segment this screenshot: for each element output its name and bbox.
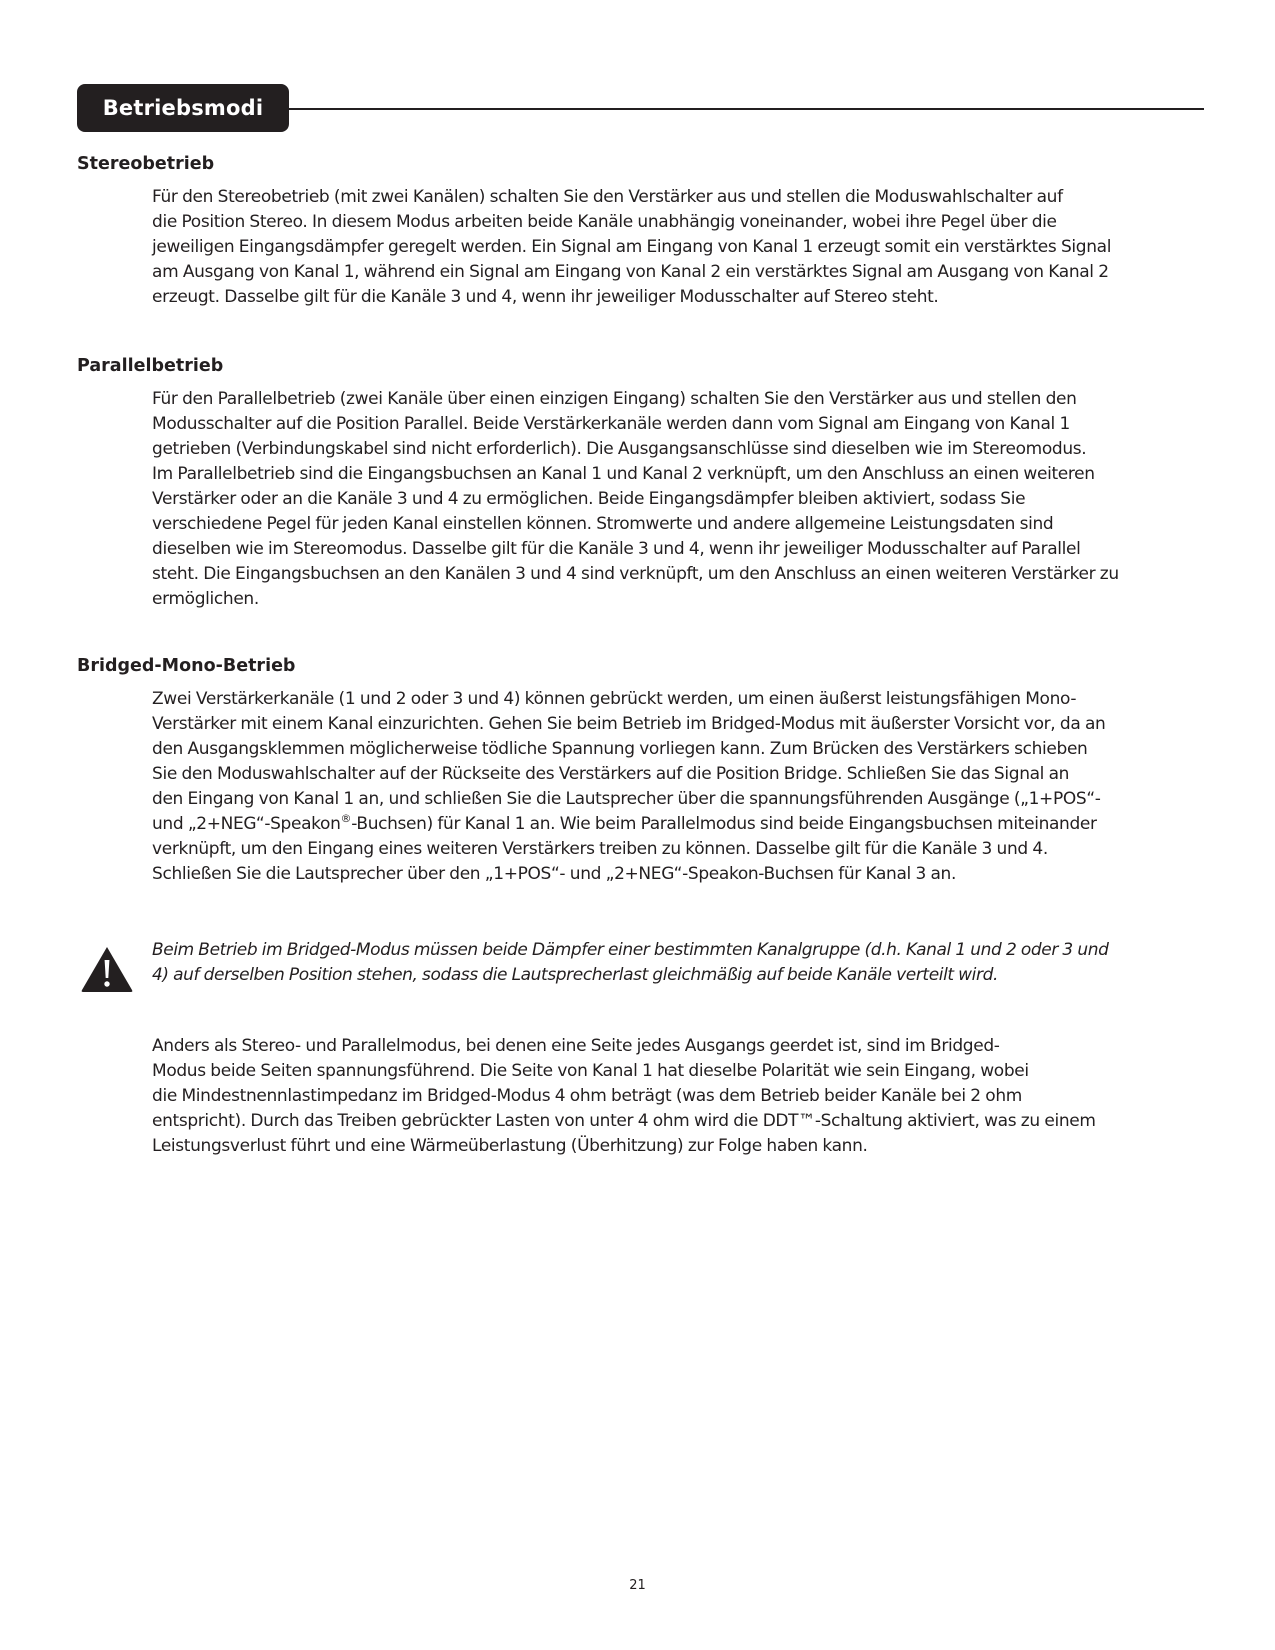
text-line: Beim Betrieb im Bridged-Modus müssen beide Dämpfer einer bestimmten Kanalgruppe (d.h. Kanal 1 und 2 oder 3 und <box>152 940 1109 960</box>
warning-triangle-icon <box>79 944 135 994</box>
text-line: den Ausgangsklemmen möglicherweise tödliche Spannung vorliegen kann. Zum Brücken des Verstärkers schieben <box>152 739 1088 759</box>
text-line <box>152 812 1204 837</box>
text-line: Modusschalter auf die Position Parallel. Beide Verstärkerkanäle werden dann vom Signal am Eingang von Kanal 1 <box>152 414 1070 434</box>
stereo-heading: Stereobetrieb <box>77 154 215 174</box>
text-line: Schließen Sie die Lautsprecher über den „1+POS“- und „2+NEG“-Speakon-Buchsen für Kanal 3 an. <box>152 864 957 884</box>
text-line: erzeugt. Dasselbe gilt für die Kanäle 3 und 4, wenn ihr jeweiliger Modusschalter auf Stereo steht. <box>152 287 939 307</box>
section-bridged-mono <box>77 654 1204 887</box>
text-line: getrieben (Verbindungskabel sind nicht erforderlich). Die Ausgangsanschlüsse sind dieselben wie im Stereomodus. <box>152 439 1087 459</box>
text-line: Zwei Verstärkerkanäle (1 und 2 oder 3 und 4) können gebrückt werden, um einen äußerst leistungsfähigen Mono- <box>152 689 1077 709</box>
text-line: Sie den Moduswahlschalter auf der Rückseite des Verstärkers auf die Position Bridge. Schließen Sie das Signal an <box>152 764 1070 784</box>
text-line: die Position Stereo. In diesem Modus arbeiten beide Kanäle unabhängig voneinander, wobei ihre Pegel über die <box>152 212 1057 232</box>
page-number: 21 <box>629 1578 646 1593</box>
parallel-paragraph <box>152 387 1204 612</box>
text-line: die Mindestnennlastimpedanz im Bridged-Modus 4 ohm beträgt (was dem Betrieb beider Kanäle bei 2 ohm <box>152 1086 1022 1106</box>
section-title-tab: Betriebsmodi <box>77 84 289 132</box>
bridged-paragraph <box>152 687 1204 887</box>
text-line: entspricht). Durch das Treiben gebrückter Lasten von unter 4 ohm wird die DDT™-Schaltung aktiviert, was zu einem <box>152 1111 1096 1131</box>
speakon-text-end: -Buchsen) für Kanal 1 an. Wie beim Parallelmodus sind beide Eingangsbuchsen miteinander <box>351 814 1097 834</box>
stereo-paragraph <box>152 185 1204 310</box>
text-line: dieselben wie im Stereomodus. Dasselbe gilt für die Kanäle 3 und 4, wenn ihr jeweiliger Modusschalter auf Parallel <box>152 539 1081 559</box>
text-line: steht. Die Eingangsbuchsen an den Kanälen 3 und 4 sind verknüpft, um den Anschluss an einen weiteren Verstärker zu <box>152 564 1119 584</box>
text-line: Verstärker oder an die Kanäle 3 und 4 zu ermöglichen. Beide Eingangsdämpfer bleiben aktiviert, sodass Sie <box>152 489 1026 509</box>
text-line: den Eingang von Kanal 1 an, und schließen Sie die Lautsprecher über die spannungsführenden Ausgänge („1+POS“- <box>152 789 1101 809</box>
text-line: Leistungsverlust führt und eine Wärmeüberlastung (Überhitzung) zur Folge haben kann. <box>152 1136 868 1156</box>
text-line: 4) auf derselben Position stehen, sodass die Lautsprecherlast gleichmäßig auf beide Kanäle verteilt wird. <box>152 965 998 985</box>
text-line: jeweiligen Eingangsdämpfer geregelt werden. Ein Signal am Eingang von Kanal 1 erzeugt somit ein verstärktes Signal <box>152 237 1112 257</box>
warning-text <box>152 938 1108 988</box>
section-stereo <box>77 152 1204 310</box>
registered-mark: ® <box>340 812 352 825</box>
bridged-load-paragraph <box>152 1034 1096 1159</box>
header-divider <box>289 108 1204 110</box>
text-line: Verstärker mit einem Kanal einzurichten. Gehen Sie beim Betrieb im Bridged-Modus mit äußerster Vorsicht vor, da an <box>152 714 1106 734</box>
text-line: Anders als Stereo- und Parallelmodus, bei denen eine Seite jedes Ausgangs geerdet ist, sind im Bridged- <box>152 1036 1000 1056</box>
text-line: Für den Stereobetrieb (mit zwei Kanälen) schalten Sie den Verstärker aus und stellen die Moduswahlschalter auf <box>152 187 1063 207</box>
section-parallel <box>77 354 1204 612</box>
text-line: Im Parallelbetrieb sind die Eingangsbuchsen an Kanal 1 und Kanal 2 verknüpft, um den Anschluss an einen weiteren <box>152 464 1095 484</box>
text-line: am Ausgang von Kanal 1, während ein Signal am Eingang von Kanal 2 ein verstärktes Signal am Ausgang von Kanal 2 <box>152 262 1109 282</box>
text-line: verschiedene Pegel für jeden Kanal einstellen können. Stromwerte und andere allgemeine Leistungsdaten sind <box>152 514 1054 534</box>
text-line: Für den Parallelbetrieb (zwei Kanäle über einen einzigen Eingang) schalten Sie den Verstärker aus und stellen den <box>152 389 1077 409</box>
text-line: ermöglichen. <box>152 589 259 609</box>
speakon-text-start: und „2+NEG“-Speakon <box>152 814 341 834</box>
bridged-heading: Bridged-Mono-Betrieb <box>77 656 296 676</box>
bridged-warning-note <box>77 938 1204 998</box>
parallel-heading: Parallelbetrieb <box>77 356 224 376</box>
text-line: Modus beide Seiten spannungsführend. Die Seite von Kanal 1 hat dieselbe Polarität wie sein Eingang, wobei <box>152 1061 1029 1081</box>
text-line: verknüpft, um den Eingang eines weiteren Verstärkers treiben zu können. Dasselbe gilt für die Kanäle 3 und 4. <box>152 839 1048 859</box>
section-header <box>77 84 1204 133</box>
